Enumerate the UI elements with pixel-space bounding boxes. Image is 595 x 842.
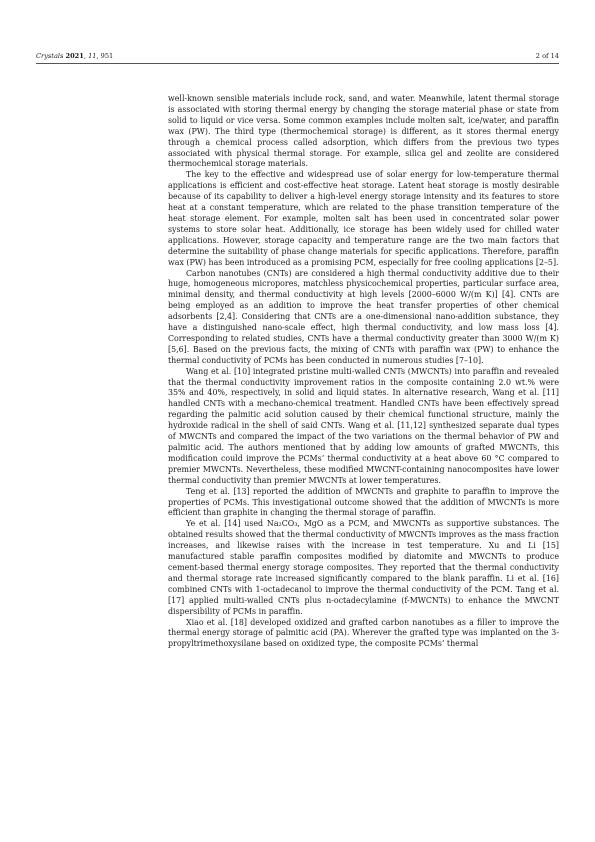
page-number: 2 of 14	[535, 52, 559, 60]
journal-volume: 11	[88, 52, 97, 60]
header-rule	[36, 63, 559, 64]
paragraph-5: Teng et al. [13] reported the addition of MWCNTs and graphite to paraffin to improve the properties of PCMs. This investigational outcome showed that the addition of MWCNTs is more efficient than graphite in changing the thermal storage of paraffin.	[168, 486, 559, 518]
paragraph-2: The key to the effective and widespread use of solar energy for low-temperature thermal applications is efficient and cost-effective heat storage. Latent heat storage is mostly desirable because of its capability to deliver a high-level energy storage intensity and its features to store heat at a constant temperature, which are related to the phase transition temperature of the heat storage element. For example, molten salt has been used in concentrated solar power systems to store solar heat. Additionally, ice storage has been widely used for chilled water applications. However, storage capacity and temperature range are the two main factors that determine the suitability of phase change materials for specific applications. Therefore, paraffin wax (PW) has been introduced as a promising PCM, especially for free cooling applications [2–5].	[168, 170, 559, 267]
paragraph-4: Wang et al. [10] integrated pristine multi-walled CNTs (MWCNTs) into paraffin and revealed that the thermal conductivity improvement ratios in the composite containing 2.0 wt.% were 35% and 40%, respectively, in solid and liquid states. In alternative research, Wang et al. [11] handled CNTs with a mechano-chemical treatment. Handled CNTs have been effectively spread regarding the palmitic acid solution caused by their chemical functional structure, mainly the hydroxide radical in the shell of said CNTs. Wang et al. [11,12] synthesized separate dual types of MWCNTs and compared the impact of the two variations on the thermal behavior of PW and palmitic acid. The authors mentioned that by adding low amounts of grafted MWCNTs, this modification could improve the PCMs’ thermal conductivity at a heat above 60 °C compared to premier MWCNTs. Nevertheless, these modified MWCNT-containing nanocomposites have lower thermal conductivity than premier MWCNTs at lower temperatures.	[168, 366, 559, 485]
body-text	[168, 94, 559, 650]
article-number: 951	[100, 52, 114, 60]
journal-name: Crystals	[36, 52, 64, 60]
paragraph-1: well-known sensible materials include rock, sand, and water. Meanwhile, latent thermal storage is associated with storing thermal energy by changing the storage material phase or state from solid to liquid or vice versa. Some common examples include molten salt, ice/water, and paraffin wax (PW). The third type (thermochemical storage) is different, as it stores thermal energy through a chemical process called adsorption, which differs from the previous two types associated with physical thermal storage. For example, silica gel and zeolite are considered thermochemical storage materials.	[168, 94, 559, 169]
journal-year: 2021	[65, 52, 84, 60]
paragraph-6: Ye et al. [14] used Na₂CO₃, MgO as a PCM, and MWCNTs as supportive substances. The obtained results showed that the thermal conductivity of MWCNTs improves as the mass fraction increases, and likewise raises with the increase in test temperature. Xu and Li [15] manufactured stable paraffin composites modified by diatomite and MWCNTs to produce cement-based thermal energy storage composites. They reported that the thermal conductivity and thermal storage rate increased significantly compared to the blank paraffin. Li et al. [16] combined CNTs with 1-octadecanol to improve the thermal conductivity of the PCM. Tang et al. [17] applied multi-walled CNTs plus n-octadecylamine (f-MWCNTs) to enhance the MWCNT dispersibility of PCMs in paraffin.	[168, 519, 559, 616]
paragraph-3: Carbon nanotubes (CNTs) are considered a high thermal conductivity additive due to their huge, homogeneous micropores, matchless physicochemical properties, particular surface area, minimal density, and thermal conductivity at high levels [2000–6000 W/(m K)] [4]. CNTs are being employed as an addition to improve the heat transfer properties of other chemical adsorbents [2,4]. Considering that CNTs are a one-dimensional nano-addition substance, they have a distinguished nano-scale effect, high thermal conductivity, and low mass loss [4]. Corresponding to related studies, CNTs have a thermal conductivity greater than 3000 W/(m K) [5,6]. Based on the previous facts, the mixing of CNTs with paraffin wax (PW) to enhance the thermal conductivity of PCMs has been conducted in numerous studies [7–10].	[168, 268, 559, 365]
paragraph-7: Xiao et al. [18] developed oxidized and grafted carbon nanotubes as a filler to improve the thermal energy storage of palmitic acid (PA). Wherever the grafted type was implanted on the 3-propyltrimethoxysilane based on oxidized type, the composite PCMs’ thermal	[168, 617, 559, 649]
journal-citation: Crystals 2021, 11, 951	[36, 52, 114, 60]
